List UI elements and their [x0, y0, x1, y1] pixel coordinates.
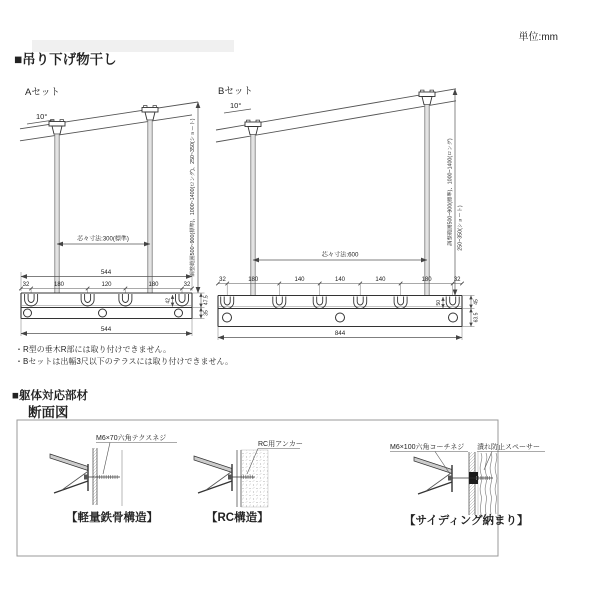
- panel-name: 【RC構造】: [206, 512, 269, 524]
- panel-name: 【軽量鉄骨構造】: [66, 512, 158, 524]
- set-a-rail-holes: [24, 309, 183, 317]
- set-a-label: Aセット: [25, 87, 60, 98]
- set-a-rail-height: 35: [203, 310, 210, 316]
- dim-label: 140: [375, 277, 386, 283]
- dim-label: 180: [53, 282, 65, 288]
- set-a-hook-height: 42: [165, 297, 172, 304]
- set-a-center-dim: 芯々寸法:300(標準): [77, 236, 129, 243]
- page-title: ■吊り下げ物干し: [14, 52, 117, 67]
- set-a-hooks: [25, 294, 189, 306]
- set-b-rail-holes: [223, 313, 458, 322]
- set-b-label: Bセット: [218, 86, 253, 97]
- note-line: ・Bセットは出幅3尺以下のテラスには取り付けできません。: [15, 357, 234, 366]
- panel-rc-structure: [194, 440, 303, 524]
- dim-label: 140: [334, 277, 346, 283]
- dim-label: 140: [294, 277, 305, 283]
- scan-artifact: [32, 40, 234, 52]
- dim-label: 180: [421, 277, 432, 283]
- panel-name: 【サイディング納まり】: [404, 515, 529, 527]
- set-b-drawing: [216, 86, 480, 340]
- set-b-bottom-total: 844: [334, 330, 346, 337]
- panel-callout-2: 潰れ防止スペーサー: [477, 444, 540, 451]
- set-a-top-total: 544: [100, 269, 112, 276]
- set-a-angle: 10°: [36, 112, 48, 121]
- panel-callout: RC用アンカー: [258, 441, 303, 448]
- panel-callout: M6×100六角コーチネジ: [390, 444, 465, 451]
- panel-siding: [390, 442, 545, 527]
- dim-label: 120: [101, 282, 112, 288]
- set-a-bar-height: 47.5: [203, 295, 210, 306]
- set-a-bottom-total: 544: [100, 326, 112, 333]
- set-b-rail-height: 63.5: [473, 312, 480, 323]
- set-b-adjust-range-main: 調整範囲500~900(標準)、1000~1400(ロング): [447, 138, 454, 246]
- dim-label: 32: [22, 282, 30, 288]
- section-subtitle: 断面図: [28, 405, 69, 420]
- dim-label: 180: [248, 277, 259, 283]
- set-b-center-dim: 芯々寸法:600: [321, 251, 359, 259]
- siding-wave-pattern: [480, 453, 497, 514]
- dim-label: 180: [148, 282, 159, 288]
- unit-label: 単位:mm: [518, 32, 558, 43]
- section-title: ■躯体対応部材: [12, 390, 88, 402]
- set-b-adjust-range-sub: 250~350(ショート): [457, 205, 464, 251]
- dim-label: 32: [453, 277, 461, 283]
- set-b-bar-height: 45: [473, 299, 480, 305]
- note-line: ・R型の垂木R部には取り付けできません。: [15, 345, 172, 354]
- panel-steel-structure: [50, 433, 177, 524]
- panel-callout: M6×70六角テクスネジ: [96, 435, 167, 442]
- set-b-hook-height: 50: [436, 299, 442, 306]
- set-a-drawing: [19, 87, 209, 336]
- dim-label: 32: [219, 277, 226, 283]
- dim-label: 32: [183, 282, 191, 288]
- set-a-adjust-range: 調整範囲500~900(標準)、1000~1400(ロング)、250~350(ショート): [190, 118, 196, 277]
- set-b-angle: 10°: [230, 101, 242, 110]
